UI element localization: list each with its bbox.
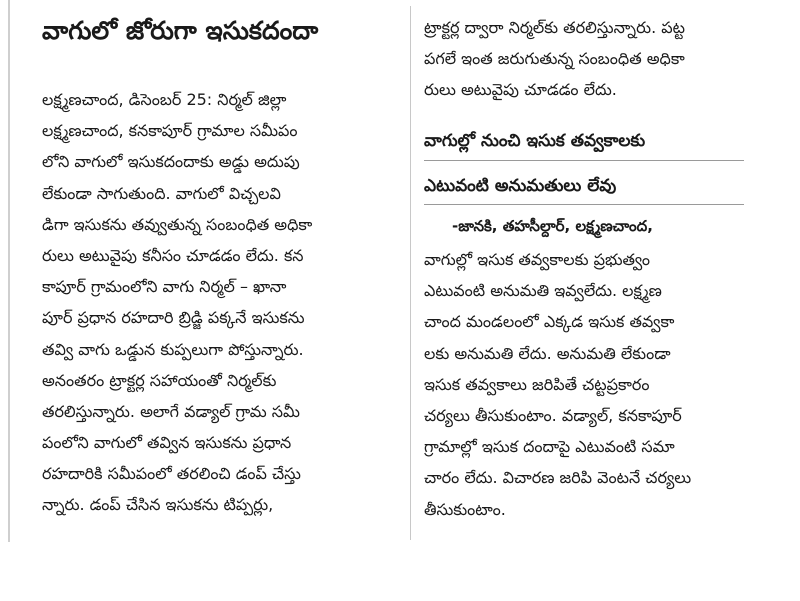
sub-headline-line-1: వాగుల్లో నుంచి ఇసుక తవ్వకాలకు <box>424 131 646 151</box>
right-column-quote-body <box>424 244 758 525</box>
body-line: ట్రాక్టర్ల ద్వారా నిర్మల్‌కు తరలిస్తున్నారు. పట్ట <box>424 18 685 37</box>
body-line: ఇసుక తవ్వకాలు జరిపితే చట్టప్రకారం <box>424 374 650 394</box>
body-line: చాంద మండలంలో ఎక్కడ ఇసుక తవ్వకా <box>424 312 675 332</box>
body-line: చర్యలు తీసుకుంటాం. వడ్యాల్, కనకాపూర్ <box>424 405 682 425</box>
body-line: లేకుండా సాగుతుంది. వాగులో విచ్చలవి <box>42 183 281 203</box>
body-line: ఎటువంటి అనుమతి ఇవ్వలేదు. లక్ష్మణ <box>424 281 662 301</box>
body-line: లక్ష్మణచాంద, డిసెంబర్ 25: నిర్మల్ జిల్లా <box>42 90 287 109</box>
body-line: తరలిస్తున్నారు. అలాగే వడ్యాల్ గ్రామ సమీ <box>42 401 300 421</box>
body-line: చారం లేదు. విచారణ జరిపి వెంటనే చర్యలు <box>424 468 692 488</box>
body-line: లకు అనుమతి లేదు. అనుమతి లేకుండా <box>424 343 671 363</box>
body-line: పంలోని వాగులో తవ్విన ఇసుకను ప్రధాన <box>42 433 292 453</box>
body-line: లోని వాగులో ఇసుకదందాకు అడ్డు అదుపు <box>42 152 300 172</box>
body-line: రులు అటువైపు చూడడం లేదు. <box>424 80 617 100</box>
body-line: పూర్ ప్రధాన రహదారి బ్రిడ్జి పక్కనే ఇసుకను <box>42 308 305 328</box>
body-line: డిగా ఇసుకను తవ్వుతున్న సంబంధిత అధికా <box>42 214 313 234</box>
body-line: రహదారికి సమీపంలో తరలించి డంప్ చేస్తు <box>42 464 301 484</box>
body-line: అనంతరం ట్రాక్టర్ల సహాయంతో నిర్మల్‌కు <box>42 370 277 390</box>
left-column-body <box>42 84 398 521</box>
sub-headline-line-2: ఎటువంటి అనుమతులు లేవు <box>424 176 617 196</box>
article-headline: వాగులో జోరుగా ఇసుకదందా <box>42 16 319 45</box>
sub-headline-rule <box>424 204 744 205</box>
right-column-continuation <box>424 12 758 106</box>
body-line: పగలే ఇంత జరుగుతున్న సంబంధిత అధికా <box>424 49 685 69</box>
body-line: కాపూర్ గ్రామంలోని వాగు నిర్మల్ – ఖానా <box>42 277 287 297</box>
sub-headline-rule <box>424 160 744 161</box>
body-line: రులు అటువైపు కనీసం చూడడం లేదు. కన <box>42 245 304 265</box>
body-line: లక్ష్మణచాంద, కనకాపూర్ గ్రామాల సమీపం <box>42 121 298 141</box>
body-line: గ్రామాల్లో ఇసుక దందాపై ఎటువంటి సమా <box>424 437 675 457</box>
left-margin-rule <box>8 0 10 542</box>
body-line: తవ్వి వాగు ఒడ్డున కుప్పలుగా పోస్తున్నారు. <box>42 339 304 359</box>
column-divider <box>410 6 411 540</box>
quote-byline: -జానకి, తహసీల్దార్, లక్ష్మణచాంద, <box>452 217 653 235</box>
body-line: తీసుకుంటాం. <box>424 499 506 519</box>
body-line: న్నారు. డంప్ చేసిన ఇసుకను టిప్పర్లు, <box>42 495 274 515</box>
body-line: వాగుల్లో ఇసుక తవ్వకాలకు ప్రభుత్వం <box>424 250 650 269</box>
